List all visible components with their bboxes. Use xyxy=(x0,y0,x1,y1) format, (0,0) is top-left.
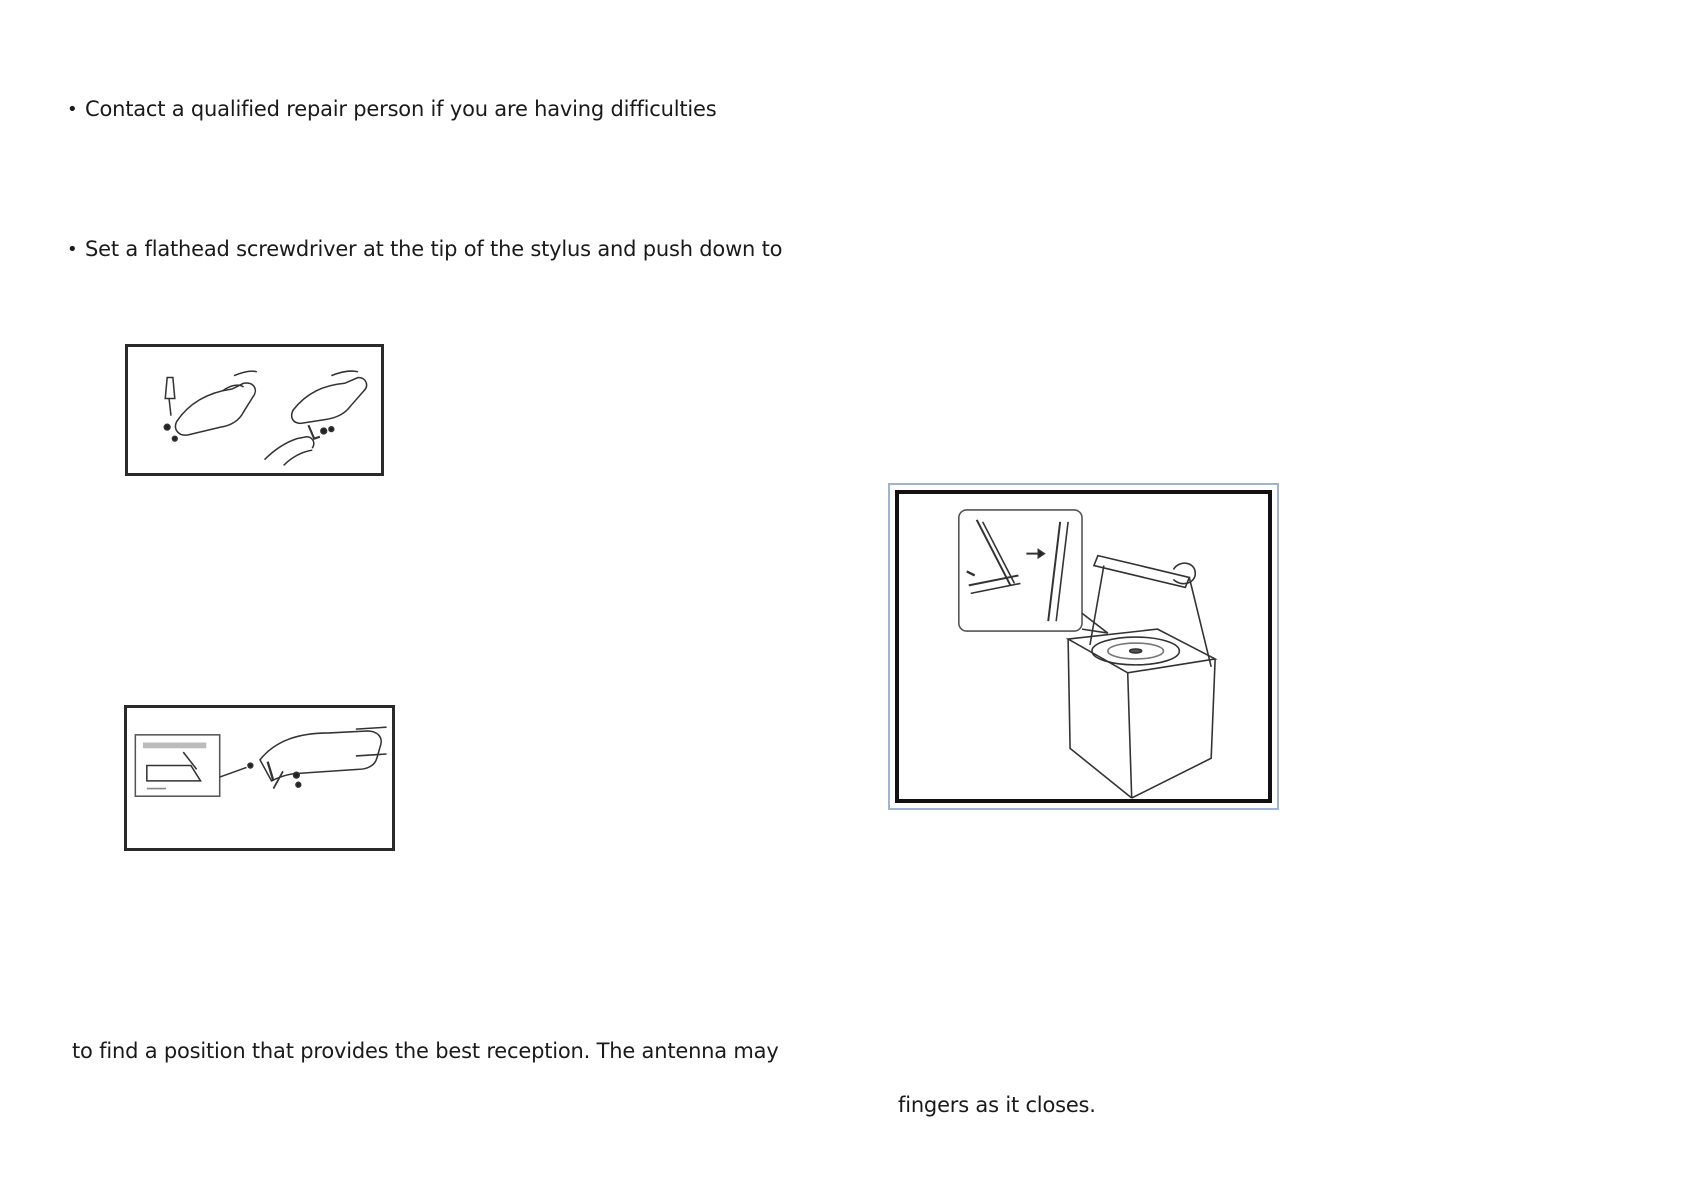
turntable-lid-hinge-illustration-icon xyxy=(899,494,1268,799)
lid-hinge-figure xyxy=(888,483,1279,810)
lid-hinge-frame xyxy=(895,490,1272,803)
bullet-2: • xyxy=(67,239,78,260)
stylus-removal-figure xyxy=(125,344,384,476)
instruction-lid-fingers: fingers as it closes. xyxy=(898,1093,1096,1117)
stylus-install-illustration-icon xyxy=(127,708,392,848)
instruction-contact-repair: Contact a qualified repair person if you are having difficulties xyxy=(85,97,717,121)
bullet-1: • xyxy=(67,99,78,120)
instruction-antenna: to find a position that provides the best reception. The antenna may xyxy=(72,1039,779,1063)
stylus-install-figure xyxy=(124,705,395,851)
stylus-removal-illustration-icon xyxy=(128,347,381,473)
instruction-screwdriver: Set a flathead screwdriver at the tip of the stylus and push down to xyxy=(85,237,783,261)
